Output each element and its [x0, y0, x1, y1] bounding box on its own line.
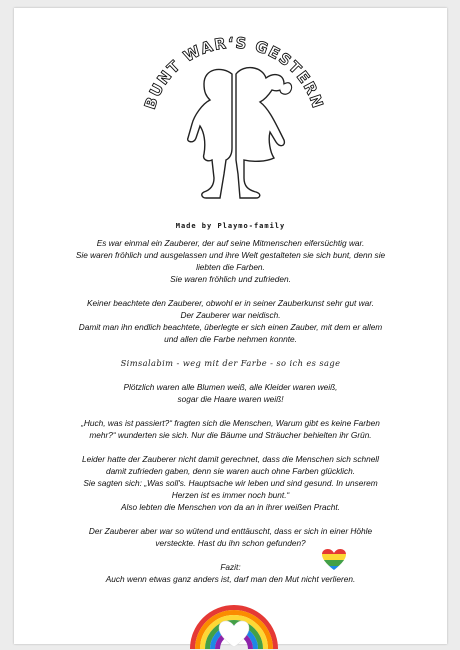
text-line: Leider hatte der Zauberer nicht damit gerechnet, dass die Menschen sich schnell: [81, 454, 379, 464]
text-line: Es war einmal ein Zauberer, der auf seine Mitmenschen eifersüchtig war.: [96, 238, 365, 248]
paragraph-2: [44, 297, 417, 345]
text-line: Herzen ist es immer noch bunt.“: [171, 490, 290, 500]
paragraph-4: [44, 417, 417, 441]
heart-stripe: [321, 548, 347, 554]
text-line: versteckte. Hast du ihn schon gefunden?: [155, 538, 306, 548]
text-line: damit zufrieden gaben, denn sie waren auch ohne Farben glücklich.: [105, 466, 356, 476]
girl-silhouette-outline: [236, 68, 284, 198]
boy-silhouette-outline: [188, 69, 232, 198]
fazit-label: Fazit:: [220, 562, 241, 572]
text-line: und allen die Farbe nehmen konnte.: [164, 334, 297, 344]
text-line: Also lebten die Menschen von da an in ihrer weißen Pracht.: [120, 502, 341, 512]
magic-spell: Simsalabim - weg mit der Farbe - so ich es sage: [120, 358, 341, 368]
text-line: Der Zauberer aber war so wütend und enttäuscht, dass er sich in einer Höhle: [88, 526, 373, 536]
text-line: Der Zauberer war neidisch.: [180, 310, 281, 320]
text-line: mehr?“ wunderten sie sich. Nur die Bäume und Sträucher behielten ihr Grün.: [89, 430, 372, 440]
logo-credit: Made by Playmo-family: [175, 222, 286, 230]
paragraph-5: [44, 453, 417, 513]
storybook-page: [14, 8, 447, 644]
text-line: Sie waren fröhlich und ausgelassen und ihre Welt gestalteten sie sich bunt, denn sie: [75, 250, 386, 260]
bunt-wars-gestern-logo: [134, 28, 334, 228]
text-line: Sie waren fröhlich und zufrieden.: [170, 274, 291, 284]
heart-stripe: [321, 554, 347, 560]
text-line: Sie sagten sich: „Was soll's. Hauptsache wir leben und sind gesund. In unserem: [83, 478, 378, 488]
text-line: Keiner beachtete den Zauberer, obwohl er in seiner Zauberkunst sehr gut war.: [86, 298, 375, 308]
paragraph-1: [44, 237, 417, 285]
fazit-text: Auch wenn etwas ganz anders ist, darf man den Mut nicht verlieren.: [105, 574, 356, 584]
text-line: liebten die Farben.: [196, 262, 265, 272]
logo-arc-title: BUNT WAR‘S GESTERN: [140, 33, 328, 112]
paragraph-3: [44, 381, 417, 405]
heart-stripe: [321, 566, 347, 572]
text-line: „Huch, was ist passiert?“ fragten sich die Menschen, Warum gibt es keine Farben: [81, 418, 380, 428]
story-text: [44, 237, 417, 585]
rainbow-arch-heart-icon: [189, 601, 279, 649]
text-line: Plötzlich waren alle Blumen weiß, alle Kleider waren weiß,: [123, 382, 338, 392]
paragraph-6: [44, 525, 417, 549]
text-line: sogar die Haare waren weiß!: [177, 394, 284, 404]
text-line: Damit man ihn endlich beachtete, überlegte er sich einen Zauber, mit dem er allem: [78, 322, 383, 332]
heart-stripe: [321, 560, 347, 566]
fazit: [44, 561, 417, 585]
rainbow-heart-icon: [321, 548, 347, 572]
